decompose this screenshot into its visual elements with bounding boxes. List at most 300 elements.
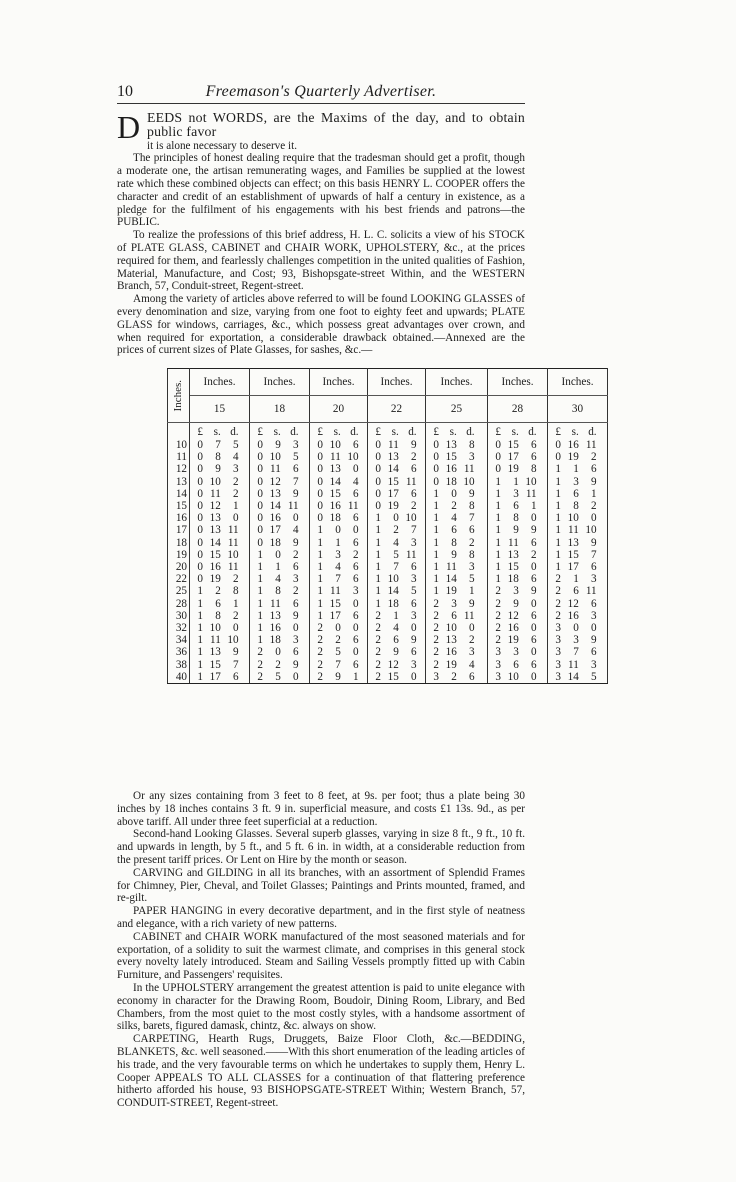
pence: 0 <box>411 622 417 635</box>
pence: 9 <box>411 634 417 647</box>
pence: 8 <box>469 548 475 561</box>
page-number: 10 <box>117 83 133 100</box>
price-cell <box>190 598 250 610</box>
shillings: 13 <box>387 451 399 464</box>
shillings: 15 <box>507 561 519 574</box>
shillings: 14 <box>269 500 281 513</box>
price-cell <box>368 537 426 549</box>
price-cell <box>488 634 548 646</box>
price-cell <box>426 476 488 488</box>
price-cell <box>426 488 488 500</box>
pence: 5 <box>411 585 417 598</box>
shillings: 13 <box>209 512 221 525</box>
pounds: 2 <box>433 609 439 622</box>
shillings: 5 <box>335 646 341 659</box>
intro-paragraph-3: Among the variety of articles above referred to will be found LOOKING GLASSES of every denomination and size, varying from one foot to eighty feet and upwards; PLATE GLASS for windows, carriages, &c., which possess great advantages over crown, and when required for exportation, a considerable drawback obtained.—Annexed are the prices of current sizes of Plate Glasses, for sashes, &c.— <box>117 293 525 357</box>
price-cell <box>310 488 368 500</box>
unit-shilling: s. <box>391 425 399 438</box>
pounds: 1 <box>433 548 439 561</box>
shillings: 9 <box>393 646 399 659</box>
pounds: 1 <box>375 536 381 549</box>
pence: 2 <box>411 500 417 513</box>
shillings: 10 <box>507 670 519 683</box>
pence: 6 <box>293 561 299 574</box>
price-cell <box>368 646 426 658</box>
pence: 3 <box>411 536 417 549</box>
pence: 10 <box>405 512 417 525</box>
pounds: 2 <box>257 646 263 659</box>
pence: 6 <box>531 536 537 549</box>
price-cell <box>190 646 250 658</box>
pence: 6 <box>531 439 537 451</box>
shillings: 12 <box>567 597 579 610</box>
table-row <box>168 549 608 561</box>
pence: 0 <box>591 622 597 635</box>
shillings: 1 <box>513 475 519 488</box>
width-row <box>168 396 608 423</box>
shillings: 17 <box>329 609 341 622</box>
table-row <box>168 488 608 500</box>
pence: 2 <box>469 634 475 647</box>
row-height: 20 <box>168 561 190 573</box>
pounds: 2 <box>555 573 561 586</box>
price-cell <box>426 671 488 684</box>
pence: 2 <box>411 451 417 464</box>
pence: 11 <box>227 561 239 574</box>
pence: 9 <box>591 536 597 549</box>
shillings: 15 <box>209 548 221 561</box>
shillings: 9 <box>335 670 341 683</box>
price-cell <box>548 537 608 549</box>
pounds: 1 <box>555 500 561 513</box>
price-cell <box>548 598 608 610</box>
price-cell <box>190 659 250 671</box>
pence: 3 <box>591 573 597 586</box>
shillings: 8 <box>573 500 579 513</box>
price-cell <box>190 524 250 536</box>
pounds: 1 <box>197 658 203 671</box>
price-cell <box>548 500 608 512</box>
shillings: 15 <box>329 597 341 610</box>
pounds: 1 <box>555 487 561 500</box>
price-cell <box>488 524 548 536</box>
shillings: 3 <box>573 475 579 488</box>
pence: 0 <box>353 524 359 537</box>
table-row <box>168 512 608 524</box>
pounds: 0 <box>555 451 561 464</box>
pence: 2 <box>233 475 239 488</box>
price-cell <box>368 561 426 573</box>
unit-pence: d. <box>350 425 359 438</box>
pence: 6 <box>353 487 359 500</box>
pounds: 1 <box>257 597 263 610</box>
price-cell <box>190 622 250 634</box>
shillings: 4 <box>275 573 281 586</box>
shillings: 16 <box>445 463 457 476</box>
table-row <box>168 585 608 597</box>
pence: 2 <box>531 548 537 561</box>
width-value: 15 <box>190 396 250 423</box>
pounds: 2 <box>317 646 323 659</box>
pence: 10 <box>347 451 359 464</box>
pounds: 2 <box>433 646 439 659</box>
pounds: 2 <box>555 597 561 610</box>
unit-pence: d. <box>466 425 475 438</box>
price-cell <box>488 622 548 634</box>
price-cell <box>548 646 608 658</box>
price-cell <box>488 598 548 610</box>
row-height: 25 <box>168 585 190 597</box>
pounds: 0 <box>495 451 501 464</box>
price-table <box>167 368 608 684</box>
shillings: 18 <box>507 573 519 586</box>
price-cell <box>368 634 426 646</box>
pence: 11 <box>525 487 537 500</box>
pounds: 1 <box>433 573 439 586</box>
pence: 6 <box>353 439 359 451</box>
pounds: 0 <box>317 439 323 451</box>
pounds: 0 <box>495 439 501 451</box>
pounds: 0 <box>375 500 381 513</box>
pounds: 3 <box>555 670 561 683</box>
shillings: 9 <box>513 524 519 537</box>
shillings: 8 <box>275 585 281 598</box>
pence: 6 <box>591 646 597 659</box>
pounds: 2 <box>555 609 561 622</box>
price-cell <box>310 634 368 646</box>
pence: 6 <box>411 487 417 500</box>
pence: 2 <box>353 548 359 561</box>
shillings: 1 <box>335 536 341 549</box>
pence: 2 <box>469 536 475 549</box>
shillings: 17 <box>507 451 519 464</box>
pence: 6 <box>531 634 537 647</box>
pounds: 0 <box>375 439 381 451</box>
pounds: 2 <box>495 622 501 635</box>
pounds: 2 <box>433 597 439 610</box>
pounds: 0 <box>257 536 263 549</box>
pence: 10 <box>463 475 475 488</box>
pounds: 0 <box>197 561 203 574</box>
pence: 0 <box>411 670 417 683</box>
price-cell <box>368 439 426 451</box>
unit-pound: £ <box>375 425 381 438</box>
width-value: 25 <box>426 396 488 423</box>
pence: 0 <box>531 622 537 635</box>
pence: 9 <box>591 634 597 647</box>
price-cell <box>190 561 250 573</box>
width-value: 20 <box>310 396 368 423</box>
pounds: 0 <box>375 451 381 464</box>
pounds: 1 <box>433 561 439 574</box>
pence: 3 <box>469 646 475 659</box>
pounds: 1 <box>317 597 323 610</box>
pounds: 0 <box>433 475 439 488</box>
pence: 6 <box>353 609 359 622</box>
price-cell <box>368 549 426 561</box>
price-cell <box>548 573 608 585</box>
pence: 0 <box>233 622 239 635</box>
shillings: 0 <box>573 622 579 635</box>
price-cell <box>250 537 310 549</box>
pence: 6 <box>591 597 597 610</box>
shillings: 13 <box>269 487 281 500</box>
price-cell <box>190 476 250 488</box>
price-cell <box>310 451 368 463</box>
pounds: 2 <box>495 597 501 610</box>
shillings: 7 <box>335 658 341 671</box>
row-height: 19 <box>168 549 190 561</box>
column-header-label: Inches. <box>190 369 250 396</box>
table-row <box>168 634 608 646</box>
pounds: 0 <box>555 439 561 451</box>
shillings: 16 <box>445 646 457 659</box>
shillings: 15 <box>387 670 399 683</box>
shillings: 17 <box>269 524 281 537</box>
pounds: 2 <box>495 609 501 622</box>
pence: 0 <box>293 622 299 635</box>
price-cell <box>190 488 250 500</box>
price-cell <box>426 659 488 671</box>
shillings: 19 <box>567 451 579 464</box>
pence: 0 <box>353 646 359 659</box>
pence: 11 <box>405 475 417 488</box>
shillings: 0 <box>275 548 281 561</box>
shillings: 12 <box>269 475 281 488</box>
price-cell <box>548 463 608 475</box>
pence: 7 <box>591 548 597 561</box>
pounds: 0 <box>317 487 323 500</box>
price-cell <box>548 476 608 488</box>
price-cell <box>426 500 488 512</box>
pence: 1 <box>469 585 475 598</box>
unit-pence: d. <box>408 425 417 438</box>
shillings: 11 <box>446 561 457 574</box>
pence: 2 <box>233 609 239 622</box>
unit-pound: £ <box>317 425 323 438</box>
pounds: 1 <box>375 585 381 598</box>
pence: 11 <box>227 524 239 537</box>
price-cell <box>548 451 608 463</box>
shillings: 7 <box>393 561 399 574</box>
pounds: 1 <box>257 561 263 574</box>
pence: 11 <box>463 463 475 476</box>
pounds: 1 <box>317 585 323 598</box>
row-height: 36 <box>168 646 190 658</box>
shillings: 11 <box>508 536 519 549</box>
shillings: 19 <box>507 634 519 647</box>
pounds: 0 <box>375 475 381 488</box>
price-cell <box>250 622 310 634</box>
pounds: 3 <box>495 646 501 659</box>
shillings: 19 <box>209 573 221 586</box>
pounds: 1 <box>555 512 561 525</box>
pounds: 0 <box>257 500 263 513</box>
width-value: 28 <box>488 396 548 423</box>
pounds: 1 <box>555 463 561 476</box>
row-height: 18 <box>168 537 190 549</box>
lower-paragraph-3: CARVING and GILDING in all its branches, with an assortment of Splendid Frames for Chimney, Pier, Cheval, and Toilet Glasses; Paintings and Prints mounted, framed, and re-gilt. <box>117 866 525 905</box>
price-cell <box>488 512 548 524</box>
price-cell <box>548 512 608 524</box>
price-cell <box>548 622 608 634</box>
shillings: 11 <box>330 451 341 464</box>
pence: 5 <box>293 451 299 464</box>
price-cell <box>310 671 368 684</box>
pounds: 0 <box>197 487 203 500</box>
unit-cell <box>190 423 250 440</box>
pence: 0 <box>531 597 537 610</box>
price-cell <box>426 646 488 658</box>
pence: 1 <box>353 670 359 683</box>
pounds: 1 <box>197 597 203 610</box>
unit-shilling: s. <box>571 425 579 438</box>
shillings: 12 <box>209 500 221 513</box>
row-height: 32 <box>168 622 190 634</box>
price-cell <box>368 659 426 671</box>
shillings: 2 <box>393 524 399 537</box>
shillings: 2 <box>275 658 281 671</box>
price-cell <box>190 451 250 463</box>
shillings: 6 <box>573 585 579 598</box>
pence: 7 <box>469 512 475 525</box>
pounds: 1 <box>495 475 501 488</box>
pence: 2 <box>591 500 597 513</box>
shillings: 6 <box>451 524 457 537</box>
price-cell <box>250 573 310 585</box>
shillings: 0 <box>335 524 341 537</box>
pence: 0 <box>353 463 359 476</box>
pounds: 0 <box>317 512 323 525</box>
pounds: 2 <box>375 609 381 622</box>
shillings: 13 <box>445 634 457 647</box>
pence: 11 <box>585 439 597 451</box>
column-header-label: Inches. <box>488 369 548 396</box>
pence: 3 <box>591 658 597 671</box>
pounds: 1 <box>257 609 263 622</box>
pounds: 1 <box>197 646 203 659</box>
pence: 0 <box>531 512 537 525</box>
shillings: 18 <box>269 634 281 647</box>
pounds: 0 <box>375 463 381 476</box>
price-cell <box>488 646 548 658</box>
pounds: 0 <box>317 500 323 513</box>
lower-section <box>117 790 525 1110</box>
pence: 0 <box>531 561 537 574</box>
unit-pence: d. <box>588 425 597 438</box>
pence: 9 <box>293 609 299 622</box>
pence: 1 <box>233 597 239 610</box>
price-cell <box>190 537 250 549</box>
pounds: 0 <box>197 573 203 586</box>
pence: 3 <box>469 561 475 574</box>
shillings: 19 <box>445 658 457 671</box>
table-row <box>168 537 608 549</box>
unit-cell <box>310 423 368 440</box>
shillings: 11 <box>210 487 221 500</box>
pounds: 1 <box>257 548 263 561</box>
lower-paragraph-7: CARPETING, Hearth Rugs, Druggets, Baize Floor Cloth, &c.—BEDDING, BLANKETS, &c. well seasoned.——With this short enumeration of the leading articles of his trade, and the very favourable terms on which he undertakes to supply them, Henry L. Cooper APPEALS TO ALL CLASSES for a continuation of that flattering preference hitherto afforded his house, 93 BISHOPSGATE-STREET Within; Western Branch, 57, CONDUIT-STREET, Regent-street. <box>117 1033 525 1110</box>
pence: 8 <box>233 585 239 598</box>
pounds: 1 <box>555 536 561 549</box>
pounds: 1 <box>433 585 439 598</box>
drop-cap: D <box>117 109 141 145</box>
shillings: 6 <box>451 609 457 622</box>
pence: 11 <box>463 609 475 622</box>
pounds: 3 <box>555 622 561 635</box>
pounds: 1 <box>197 634 203 647</box>
pence: 0 <box>353 597 359 610</box>
pounds: 0 <box>257 524 263 537</box>
price-cell <box>190 573 250 585</box>
pence: 11 <box>405 548 417 561</box>
price-cell <box>488 537 548 549</box>
shillings: 19 <box>387 500 399 513</box>
price-cell <box>488 439 548 451</box>
shillings: 8 <box>451 536 457 549</box>
unit-cell <box>368 423 426 440</box>
running-title: Freemason's Quarterly Advertiser. <box>205 83 437 100</box>
shillings: 15 <box>567 548 579 561</box>
shillings: 6 <box>513 658 519 671</box>
pounds: 0 <box>433 463 439 476</box>
shillings: 7 <box>573 646 579 659</box>
pence: 0 <box>591 512 597 525</box>
shillings: 15 <box>209 658 221 671</box>
lower-paragraph-6: In the UPHOLSTERY arrangement the greatest attention is paid to unite elegance with economy in character for the Drawing Room, Boudoir, Dining Room, Library, and Bed Chambers, from the most quiet to the most costly styles, with a handsome assortment of silks, barets, figured damask, chintz, &c. always on show. <box>117 981 525 1033</box>
pence: 6 <box>531 451 537 464</box>
price-cell <box>548 659 608 671</box>
pence: 9 <box>293 536 299 549</box>
row-height: 13 <box>168 476 190 488</box>
unit-spacer <box>168 423 190 440</box>
row-height: 28 <box>168 598 190 610</box>
price-cell <box>548 524 608 536</box>
shillings: 13 <box>507 548 519 561</box>
price-cell <box>488 463 548 475</box>
shillings: 11 <box>388 439 399 451</box>
unit-pence: d. <box>528 425 537 438</box>
price-cell <box>426 463 488 475</box>
plate-glass-price-table <box>167 368 607 772</box>
pounds: 0 <box>433 439 439 451</box>
unit-cell <box>250 423 310 440</box>
pence: 1 <box>531 500 537 513</box>
pounds: 1 <box>495 548 501 561</box>
pence: 6 <box>411 561 417 574</box>
pence: 6 <box>411 597 417 610</box>
column-header-label: Inches. <box>310 369 368 396</box>
pounds: 1 <box>375 561 381 574</box>
unit-cell <box>548 423 608 440</box>
unit-pound: £ <box>433 425 439 438</box>
table-row <box>168 524 608 536</box>
shillings: 13 <box>445 439 457 451</box>
pence: 10 <box>525 475 537 488</box>
shillings: 10 <box>209 475 221 488</box>
pounds: 0 <box>317 475 323 488</box>
shillings: 16 <box>567 609 579 622</box>
price-cell <box>190 512 250 524</box>
pounds: 3 <box>495 658 501 671</box>
shillings: 19 <box>445 585 457 598</box>
pounds: 1 <box>555 475 561 488</box>
pounds: 1 <box>555 548 561 561</box>
pence: 6 <box>531 573 537 586</box>
row-height: 10 <box>168 439 190 451</box>
shillings: 14 <box>209 536 221 549</box>
price-cell <box>368 463 426 475</box>
